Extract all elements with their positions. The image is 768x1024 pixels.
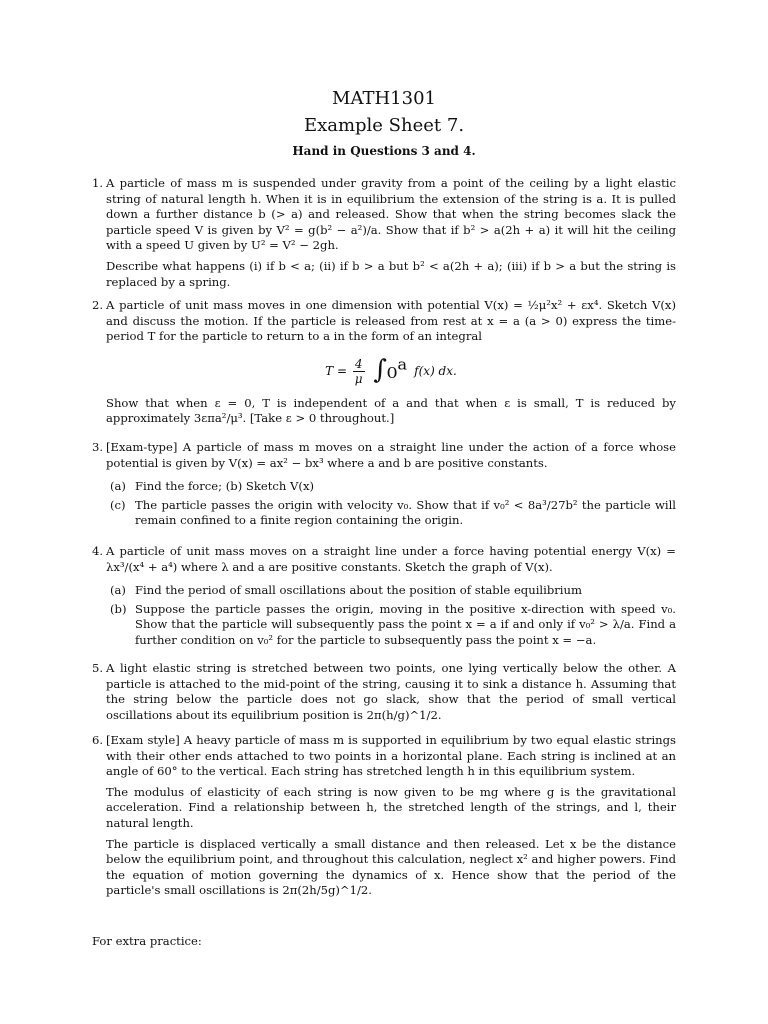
part-label: (a) bbox=[110, 479, 126, 494]
question-text: A light elastic string is stretched between two points, one lying vertically below the other. A particle is attached to the mid-point of the string, causing it to sink a distance h. Assuming that the string below the particle does not go slack, show that the period of small vertical oscillations about its equilibrium position is 2π(h/g)^1/2. bbox=[106, 661, 676, 722]
question-number: 5. bbox=[91, 661, 103, 675]
part-text: Find the force; (b) Sketch V(x) bbox=[135, 479, 315, 494]
part-text: Suppose the particle passes the origin, moving in the positive x-direction with speed v₀. Show that the particle will subsequently pass the point x = a if and only if v₀² > λ/a. Find a further condition on v₀² for the particle to subsequently pass the point x = −a. bbox=[135, 601, 676, 647]
question-parts bbox=[106, 479, 676, 529]
question-number: 2. bbox=[91, 298, 103, 312]
part-text: Find the period of small oscillations about the position of stable equilibrium bbox=[135, 583, 582, 598]
question-1 bbox=[91, 176, 676, 290]
part-label: (c) bbox=[110, 497, 126, 512]
question-text: A particle of unit mass moves on a straight line under a force having potential energy V(x) = λx³/(x⁴ + a⁴) where λ and a are positive constants. Sketch the graph of V(x). bbox=[106, 544, 676, 574]
question-4 bbox=[91, 544, 676, 649]
question-text: Show that when ε = 0, T is independent of a and that when ε is small, T is reduced by approximately 3επa²/μ³. [Take ε > 0 throughout.] bbox=[106, 395, 676, 426]
question-part bbox=[106, 583, 676, 599]
fraction-numerator: 4 bbox=[354, 356, 363, 371]
question-text: The particle is displaced vertically a small distance and then released. Let x be the distance below the equilibrium point, and throughout this calculation, neglect x² and higher powers. Find the equation of motion governing the dynamics of x. Hence show that the period of the particle's small oscillations is 2π(2h/5g)^1/2. bbox=[106, 836, 676, 898]
question-part bbox=[106, 498, 676, 529]
question-text: Describe what happens (i) if b < a; (ii) if b > a but b² < a(2h + a); (iii) if b > a but the string is replaced by a spring. bbox=[106, 258, 676, 289]
course-title: MATH1301 bbox=[332, 88, 436, 109]
question-2 bbox=[91, 298, 676, 427]
equation-fraction bbox=[353, 357, 365, 386]
question-6 bbox=[91, 733, 676, 899]
question-parts bbox=[106, 583, 676, 648]
question-part bbox=[106, 479, 676, 495]
question-number: 4. bbox=[91, 544, 103, 558]
part-text: The particle passes the origin with velocity v₀. Show that if v₀² < 8a³/27b² the particle will remain confined to a finite region containing the origin. bbox=[135, 497, 676, 528]
question-text: A particle of mass m is suspended under gravity from a point of the ceiling by a light elastic string of natural length h. When it is in equilibrium the extension of the string is a. It is pulled down a further distance b (> a) and released. Show that when the string becomes slack the particle speed V is given by V² = g(b² − a²)/a. Show that if b² > a(2h + a) it will hit the ceiling with a speed U given by U² = V² − 2gh. bbox=[106, 176, 676, 253]
question-text: The modulus of elasticity of each string is now given to be mg where g is the gravitational acceleration. Find a relationship between h, the stretched length of the strings, and l, their natural length. bbox=[106, 784, 676, 830]
part-label: (a) bbox=[110, 583, 126, 598]
fraction-denominator: μ bbox=[354, 371, 363, 386]
question-text: [Exam-type] A particle of mass m moves on a straight line under the action of a force whose potential is given by V(x) = ax² − bx³ where a and b are positive constants. bbox=[106, 440, 676, 470]
equation-lhs: T = bbox=[325, 363, 348, 378]
question-text: A particle of unit mass moves in one dimension with potential V(x) = ½μ²x² + εx⁴. Sketch V(x) and discuss the motion. If the particle is released from rest at x = a (a > 0) express the time-period T for the particle to return to a in the form of an integral bbox=[106, 298, 676, 344]
extra-practice-label: For extra practice: bbox=[92, 934, 202, 948]
hand-in-instructions: Hand in Questions 3 and 4. bbox=[292, 144, 476, 158]
question-number: 6. bbox=[91, 733, 103, 747]
part-label: (b) bbox=[110, 601, 127, 616]
question-3 bbox=[91, 440, 676, 529]
integral-equation bbox=[106, 357, 676, 386]
question-5 bbox=[91, 661, 676, 723]
question-number: 3. bbox=[91, 440, 103, 454]
question-part bbox=[106, 602, 676, 649]
question-number: 1. bbox=[91, 176, 103, 190]
sheet-title: Example Sheet 7. bbox=[303, 115, 465, 136]
integral-sign: ∫₀ᵃ bbox=[373, 355, 408, 386]
equation-integrand: f(x) dx. bbox=[414, 363, 457, 378]
question-text: [Exam style] A heavy particle of mass m is supported in equilibrium by two equal elastic strings with their other ends attached to two points in a horizontal plane. Each string is inclined at an angle of 60° to the vertical. Each string has stretched length h in this equilibrium system. bbox=[106, 733, 676, 779]
